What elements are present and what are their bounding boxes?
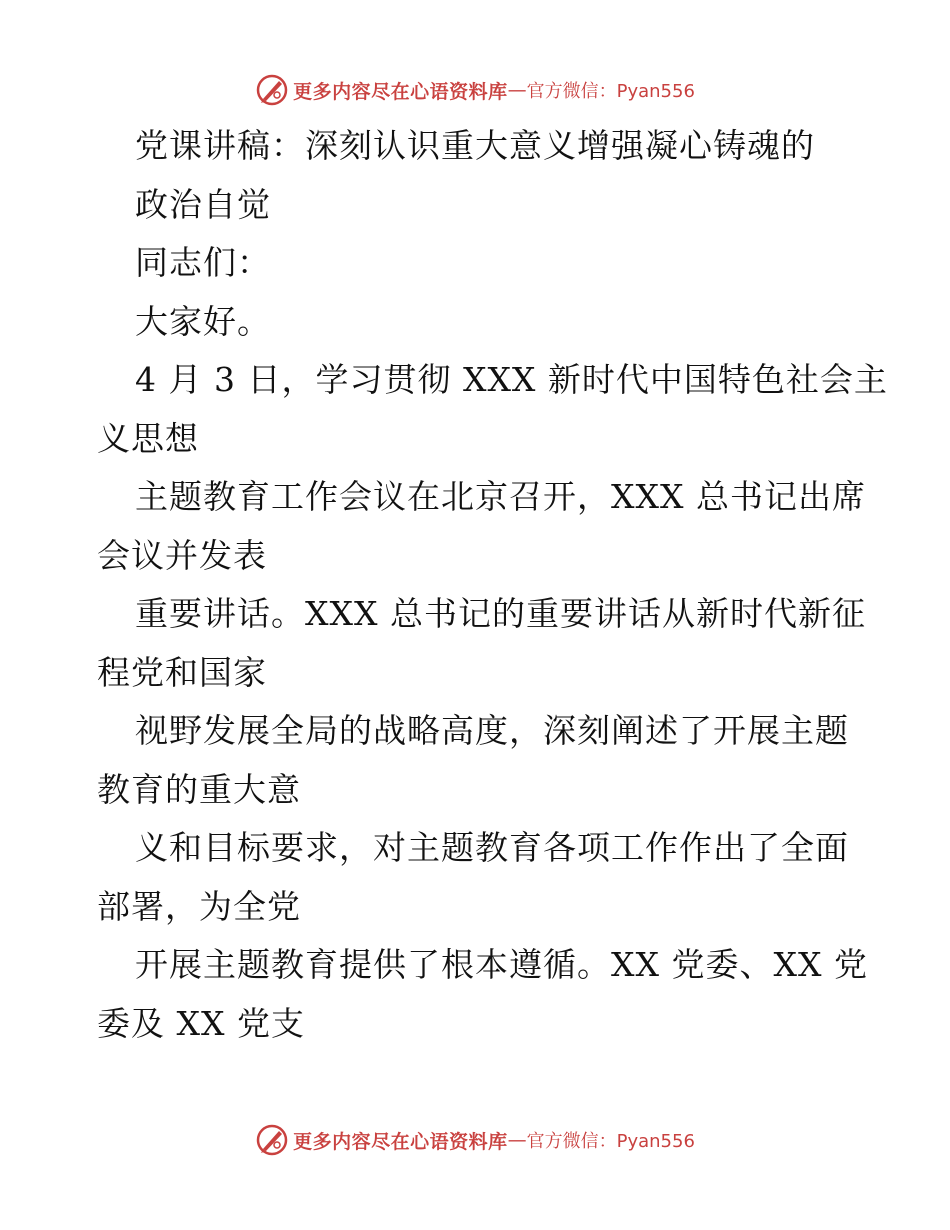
text-line: 义思想 xyxy=(97,418,199,458)
text-line: 党课讲稿：深刻认识重大意义增强凝心铸魂的 xyxy=(135,126,815,165)
text-line: 会议并发表 xyxy=(97,535,267,575)
text-line: 程党和国家 xyxy=(97,652,267,692)
banner-separator: — xyxy=(507,1129,527,1151)
quill-logo-icon xyxy=(255,1123,289,1157)
banner-wechat: 官方微信：Pyan556 xyxy=(526,81,695,102)
footer-banner xyxy=(0,1120,950,1160)
text-line: 同志们： xyxy=(135,243,271,282)
text-line: 主题教育工作会议在北京召开，XXX 总书记出席 xyxy=(135,477,866,516)
banner-brand: 更多内容尽在心语资料库 xyxy=(293,80,508,103)
text-line: 义和目标要求，对主题教育各项工作作出了全面 xyxy=(135,828,849,867)
text-line: 大家好。 xyxy=(135,301,271,341)
banner-wechat: 官方微信：Pyan556 xyxy=(526,1131,695,1152)
text-line: 视野发展全局的战略高度，深刻阐述了开展主题 xyxy=(135,711,849,750)
header-banner xyxy=(0,70,950,110)
banner-brand: 更多内容尽在心语资料库 xyxy=(293,1130,508,1153)
text-line: 开展主题教育提供了根本遵循。XX 党委、XX 党 xyxy=(135,945,868,984)
text-line: 政治自觉 xyxy=(135,184,271,224)
banner-separator: — xyxy=(507,79,527,101)
text-line: 4 月 3 日，学习贯彻 XXX 新时代中国特色社会主 xyxy=(135,360,888,399)
text-line: 重要讲话。XXX 总书记的重要讲话从新时代新征 xyxy=(135,594,866,633)
quill-logo-icon xyxy=(255,73,289,107)
text-line: 教育的重大意 xyxy=(97,769,301,809)
text-line: 委及 XX 党支 xyxy=(97,1003,305,1043)
document-body xyxy=(97,117,888,1053)
text-line: 部署，为全党 xyxy=(97,886,301,926)
